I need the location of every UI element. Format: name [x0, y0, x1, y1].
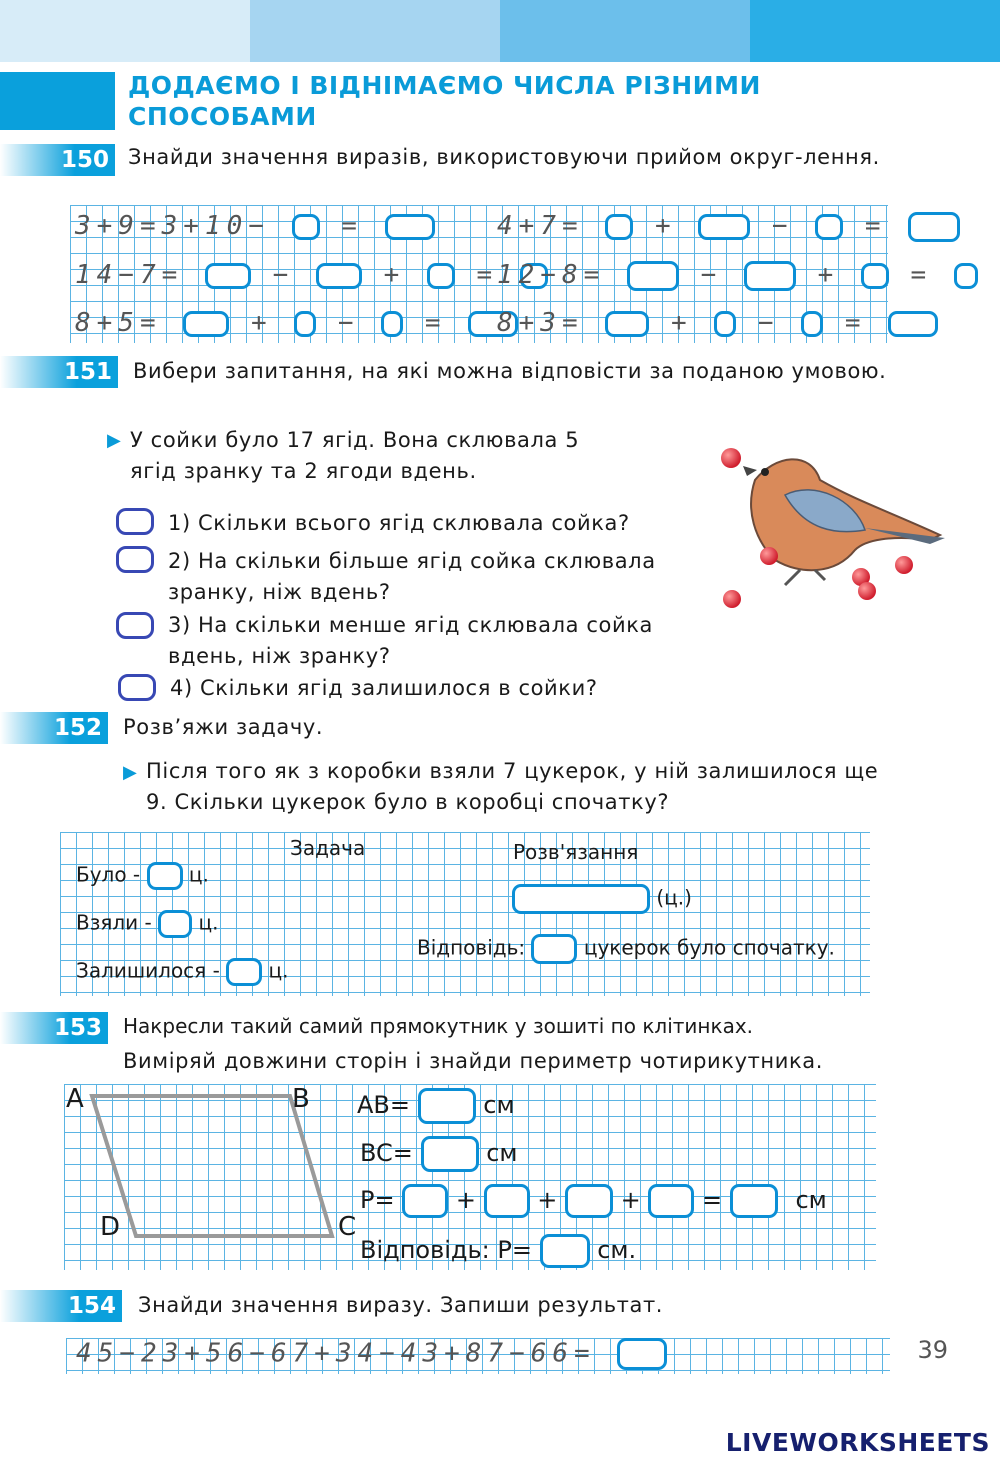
ex150-row3-right-expr: 8+3= — [497, 308, 584, 338]
was-input[interactable] — [147, 862, 183, 890]
ex152-prompt: Розв’яжи задачу. — [123, 715, 324, 739]
ex151-option-1: 1) Скільки всього ягід склювала сойка? — [168, 511, 630, 535]
left-row — [76, 958, 288, 986]
answer-box[interactable] — [888, 311, 938, 337]
ab-row — [357, 1088, 515, 1124]
arrow-icon: ▶ — [107, 430, 121, 451]
vertex-label-a: A — [66, 1084, 84, 1114]
answer-box[interactable] — [385, 214, 435, 240]
plus-sign: + — [455, 1186, 476, 1214]
ex151-option-4: 4) Скільки ягід залишилося в сойки? — [170, 676, 598, 700]
perimeter-row — [360, 1184, 827, 1218]
taken-row — [76, 910, 218, 938]
answer-box[interactable] — [205, 263, 251, 289]
ex150-row3-right: 8+3= + − = — [497, 308, 938, 338]
answer-row-153 — [360, 1234, 636, 1268]
ex150-prompt: Знайди значення виразів, використовуючи прийом округ-лення. — [128, 145, 880, 169]
vertex-label-c: C — [338, 1212, 357, 1242]
ex151-option-2: 2) На скільки більше ягід сойка склювала зранку, ніж вдень? — [168, 549, 656, 604]
exercise-number-152: 152 — [0, 712, 108, 744]
jay-bird-illustration — [715, 440, 955, 620]
answer-box[interactable] — [427, 263, 455, 289]
left-input[interactable] — [226, 958, 262, 986]
berry-icon — [760, 547, 778, 565]
p-label: P= — [360, 1186, 395, 1214]
vertex-label-d: D — [100, 1212, 121, 1242]
ex151-option-3: 3) На скільки менше ягід склювала сойка вдень, ніж зранку? — [168, 613, 653, 668]
ex150-row2-right-expr: 12−8= — [497, 260, 606, 290]
berry-icon — [721, 448, 741, 468]
ex154-prompt: Знайди значення виразу. Запиши результат. — [138, 1293, 664, 1317]
answer-label: Відповідь: — [417, 935, 526, 960]
answer-box[interactable] — [605, 311, 649, 337]
answer-box[interactable] — [744, 261, 796, 291]
ex150-row1-right: 4+7= + − = — [497, 211, 960, 242]
liveworksheets-logo: LIVEWORKSHEETS — [725, 1428, 990, 1457]
ex150-row2-right: 12−8= − + = — [497, 260, 978, 291]
plus-sign: + — [537, 1186, 558, 1214]
answer-box[interactable] — [815, 214, 843, 240]
exercise-number-154: 154 — [0, 1290, 122, 1322]
answer-box[interactable] — [801, 311, 823, 337]
ex153-prompt2: Виміряй довжини сторін і знайди периметр чотирикутника. — [123, 1049, 824, 1073]
answer-box[interactable] — [605, 214, 633, 240]
answer-box[interactable] — [183, 311, 229, 337]
option-checkbox-2[interactable] — [116, 546, 154, 573]
plus-sign: + — [620, 1186, 641, 1214]
equals-sign: = — [702, 1186, 723, 1214]
taken-label: Взяли - — [76, 910, 152, 935]
answer-box[interactable] — [294, 311, 316, 337]
ex151-prompt: Вибери запитання, на які можна відповісти за поданою умовою. — [133, 359, 887, 383]
side-input[interactable] — [648, 1184, 694, 1218]
was-label: Було - — [76, 862, 141, 887]
taken-input[interactable] — [158, 910, 192, 938]
side-input[interactable] — [402, 1184, 448, 1218]
ex150-row1-left: 3+9=3+10− = — [75, 211, 435, 241]
bc-row — [360, 1136, 518, 1172]
berry-icon — [895, 556, 913, 574]
answer-box[interactable] — [627, 261, 679, 291]
cm-label: см. — [597, 1236, 637, 1264]
ab-label: AB= — [357, 1091, 410, 1119]
option-checkbox-3[interactable] — [116, 612, 154, 639]
page-number: 39 — [917, 1336, 948, 1364]
perimeter-input[interactable] — [730, 1184, 778, 1218]
side-input[interactable] — [484, 1184, 530, 1218]
answer-input[interactable] — [531, 934, 577, 964]
answer-box[interactable] — [381, 311, 403, 337]
vertex-label-b: B — [292, 1084, 310, 1114]
unit-label: ц. — [188, 862, 209, 887]
unit-label: ц. — [268, 958, 289, 983]
was-row — [76, 862, 209, 890]
option-checkbox-1[interactable] — [116, 508, 154, 535]
cm-label: см — [483, 1091, 515, 1119]
answer-input[interactable] — [540, 1234, 590, 1268]
cm-label: см — [795, 1186, 827, 1214]
exercise-number-150: 150 — [0, 144, 115, 176]
answer-box[interactable] — [714, 311, 736, 337]
top-banner — [0, 0, 1000, 62]
bc-label: BC= — [360, 1139, 413, 1167]
ex152-story: Після того як з коробки взяли 7 цукерок, у ній залишилося ще 9. Скільки цукерок було в коробці спочатку? — [146, 759, 879, 814]
exercise-number-151: 151 — [0, 356, 118, 388]
unit-paren-label: (ц.) — [656, 885, 692, 910]
berry-icon — [858, 582, 876, 600]
solution-label: Розв'язання — [513, 840, 639, 864]
bc-input[interactable] — [421, 1136, 479, 1172]
title-accent-block — [0, 72, 115, 130]
exercise-number-153: 153 — [0, 1012, 108, 1044]
left-label: Залишилося - — [76, 958, 220, 983]
unit-label: ц. — [198, 910, 219, 935]
answer-box[interactable] — [954, 263, 978, 289]
ex150-row1-left-expr: 3+9=3+10− — [75, 211, 270, 241]
side-input[interactable] — [565, 1184, 613, 1218]
answer-row-152 — [417, 934, 835, 964]
answer-box[interactable] — [698, 214, 750, 240]
answer-tail: цукерок було спочатку. — [583, 935, 835, 960]
ex154-row — [76, 1338, 667, 1370]
option-checkbox-4[interactable] — [118, 674, 156, 701]
cm-label: см — [486, 1139, 518, 1167]
answer-box[interactable] — [316, 263, 362, 289]
arrow-icon: ▶ — [123, 762, 137, 783]
ex150-row1-right-expr: 4+7= — [497, 211, 584, 241]
ab-input[interactable] — [418, 1088, 476, 1124]
answer-box[interactable] — [861, 263, 889, 289]
task-label: Задача — [290, 836, 366, 860]
ex150-row3-left-expr: 8+5= — [75, 308, 162, 338]
solution-row — [512, 884, 692, 914]
ex150-row2-left-expr: 14−7= — [75, 260, 184, 290]
berry-icon — [723, 590, 741, 608]
answer-input[interactable] — [617, 1338, 667, 1370]
ex154-expression: 45−23+56−67+34−43+87−66= — [76, 1338, 596, 1369]
page-title: ДОДАЄМО І ВІДНІМАЄМО ЧИСЛА РІЗНИМИ СПОСОБАМИ — [128, 71, 761, 131]
answer-box[interactable] — [292, 214, 320, 240]
ex150-row3-left: 8+5= + − = — [75, 308, 518, 338]
ex150-row2-left: 14−7= − + = — [75, 260, 548, 290]
answer-box[interactable] — [908, 212, 960, 242]
answer-label: Відповідь: P= — [360, 1236, 532, 1264]
solution-input[interactable] — [512, 884, 650, 914]
ex153-prompt1: Накресли такий самий прямокутник у зошиті по клітинках. — [123, 1014, 754, 1038]
ex151-story: У сойки було 17 ягід. Вона склювала 5 ягід зранку та 2 ягоди вдень. — [130, 428, 580, 483]
